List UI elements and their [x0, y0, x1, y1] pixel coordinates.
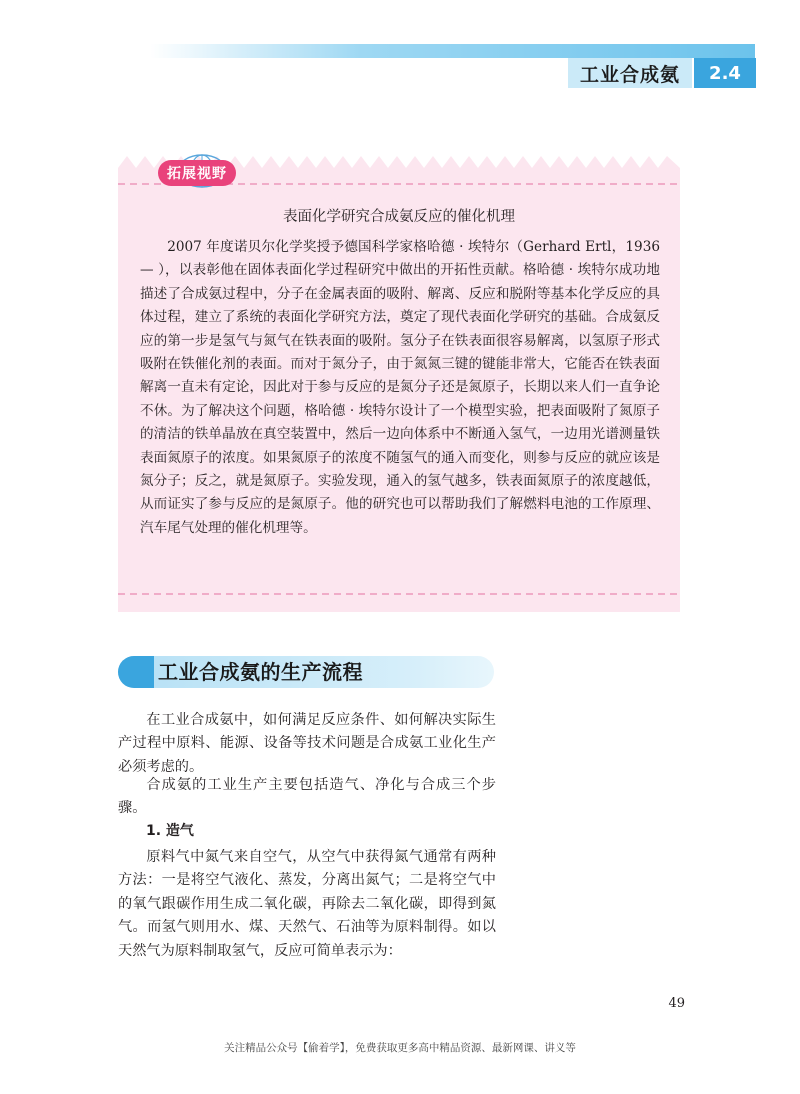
section-heading-bar: [118, 656, 494, 688]
paragraph-gas-making: 原料气中氮气来自空气，从空气中获得氮气通常有两种方法：一是将空气液化、蒸发，分离出氮气；二是将空气中的氧气跟碳作用生成二氧化碳，再除去二氧化碳，即得到氮气。而氢气则用水、煤、天然气、石油等为原料制得。如以天然气为原料制取氢气，反应可简单表示为：: [118, 849, 496, 959]
header-gradient-line: [150, 44, 755, 58]
paragraph-steps: 合成氨的工业生产主要包括造气、净化与合成三个步骤。: [118, 777, 496, 817]
page-number: 49: [668, 996, 685, 1011]
section-heading: 工业合成氨的生产流程: [158, 660, 363, 684]
section-number-badge: 2.4: [694, 58, 756, 88]
extended-reading-title: 表面化学研究合成氨反应的催化机理: [283, 209, 515, 225]
extended-reading-body: 2007 年度诺贝尔化学奖授予德国科学家格哈德 · 埃特尔（Gerhard Ertl，1936— ），以表彰他在固体表面化学过程研究中做出的开拓性贡献。格哈德 · 埃特尔成功地描述了合成氨过程中，分子在金属表面的吸附、解离、反应和脱附等基本化学反应的具体过程，建立了系统的表面化学研究方法，奠定了现代表面化学研究的基础。合成氨反应的第一步是氢气与氮气在铁表面的吸附。氢分子在铁表面很容易解离，以氢原子形式吸附在铁催化剂的表面。而对于氮分子，由于氮氮三键的键能非常大，它能否在铁表面解离一直未有定论，因此对于参与反应的是氮分子还是氮原子，长期以来人们一直争论不休。为了解决这个问题，格哈德 · 埃特尔设计了一个模型实验，把表面吸附了氮原子的清洁的铁单晶放在真空装置中，然后一边向体系中不断通入氢气，一边用光谱测量铁表面氮原子的浓度。如果氮原子的浓度不随氢气的通入而变化，则参与反应的就应该是氮分子；反之，就是氮原子。实验发现，通入的氢气越多，铁表面氮原子的浓度越低，从而证实了参与反应的是氮原子。他的研究也可以帮助我们了解燃料电池的工作原理、汽车尾气处理的催化机理等。: [140, 239, 660, 536]
step-heading-gas-making: 1. 造气: [146, 823, 194, 839]
footer-note: 关注精品公众号【偷着学】，免费获取更多高中精品资源、最新网课、讲义等: [224, 1042, 576, 1054]
section-title-banner: 工业合成氨: [568, 58, 692, 88]
paragraph-intro: 在工业合成氨中，如何满足反应条件、如何解决实际生产过程中原料、能源、设备等技术问题是合成氨工业化生产必须考虑的。: [118, 712, 496, 775]
section-heading-accent: [118, 656, 154, 688]
extended-reading-tag: 拓展视野: [158, 160, 236, 186]
